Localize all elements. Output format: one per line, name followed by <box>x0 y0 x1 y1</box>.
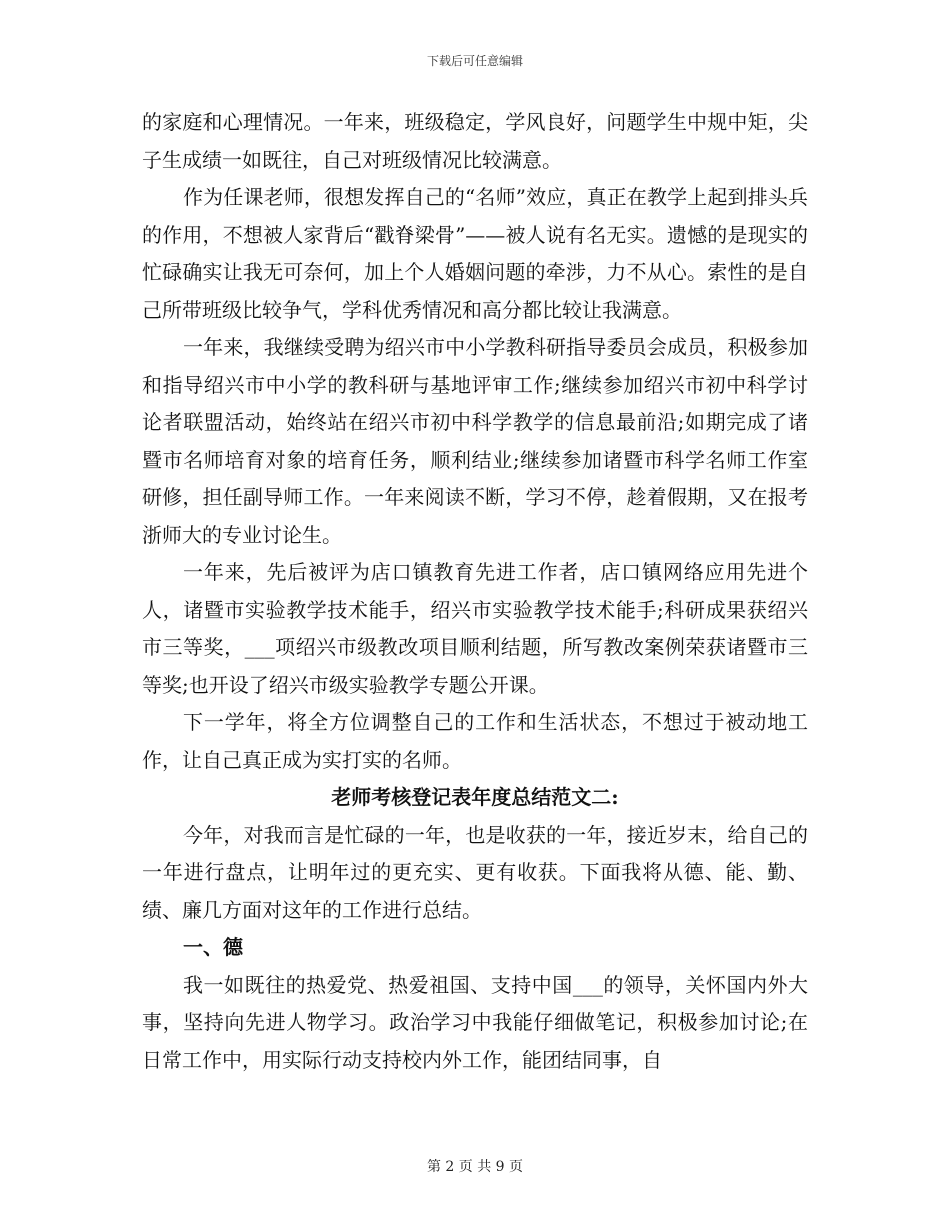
paragraph-next-year: 下一学年，将全方位调整自己的工作和生活状态，不想过于被动地工作，让自己真正成为实打实的名师。 <box>142 710 808 772</box>
paragraph-intro: 今年，对我而言是忙碌的一年，也是收获的一年，接近岁末，给自己的一年进行盘点，让明年过的更充实、更有收获。下面我将从德、能、勤、绩、廉几方面对这年的工作进行总结。 <box>142 822 808 922</box>
paragraph-awards: 一年来，先后被评为店口镇教育先进工作者，店口镇网络应用先进个人，诸暨市实验教学技术能手，绍兴市实验教学技术能手;科研成果获绍兴市三等奖，___项绍兴市级教改项目顺利结题，所写教改案例荣获诸暨市三等奖;也开设了绍兴市级实验教学专题公开课。 <box>142 560 808 697</box>
paragraph-teacher-role: 作为任课老师，很想发挥自己的“名师”效应，真正在教学上起到排头兵的作用，不想被人家背后“戳脊梁骨”——被人说有名无实。遗憾的是现实的忙碌确实让我无可奈何，加上个人婚姻问题的牵涉，力不从心。索性的是自己所带班级比较争气，学科优秀情况和高分都比较让我满意。 <box>142 185 808 322</box>
page-number: 第 2 页 共 9 页 <box>426 1159 524 1175</box>
document-body <box>142 104 808 1079</box>
page-header-note: 下载后可任意编辑 <box>426 54 523 68</box>
paragraph-virtue: 我一如既往的热爱党、热爱祖国、支持中国___的领导，关怀国内外大事，坚持向先进人物学习。政治学习中我能仔细做笔记，积极参加讨论;在日常工作中，用实际行动支持校内外工作，能团结同事，自 <box>142 972 808 1072</box>
paragraph-research-work: 一年来，我继续受聘为绍兴市中小学教科研指导委员会成员，积极参加和指导绍兴市中小学的教科研与基地评审工作;继续参加绍兴市初中科学讨论者联盟活动，始终站在绍兴市初中科学教学的信息最前沿;如期完成了诸暨市名师培育对象的培育任务，顺利结业;继续参加诸暨市科学名师工作室研修，担任副导师工作。一年来阅读不断，学习不停，趁着假期，又在报考浙师大的专业讨论生。 <box>142 335 808 547</box>
paragraph-continuation: 的家庭和心理情况。一年来，班级稳定，学风良好，问题学生中规中矩，尖子生成绩一如既往，自己对班级情况比较满意。 <box>142 110 808 172</box>
subheading-virtue: 一、德 <box>183 935 243 959</box>
section-title: 老师考核登记表年度总结范文二: <box>331 785 619 809</box>
